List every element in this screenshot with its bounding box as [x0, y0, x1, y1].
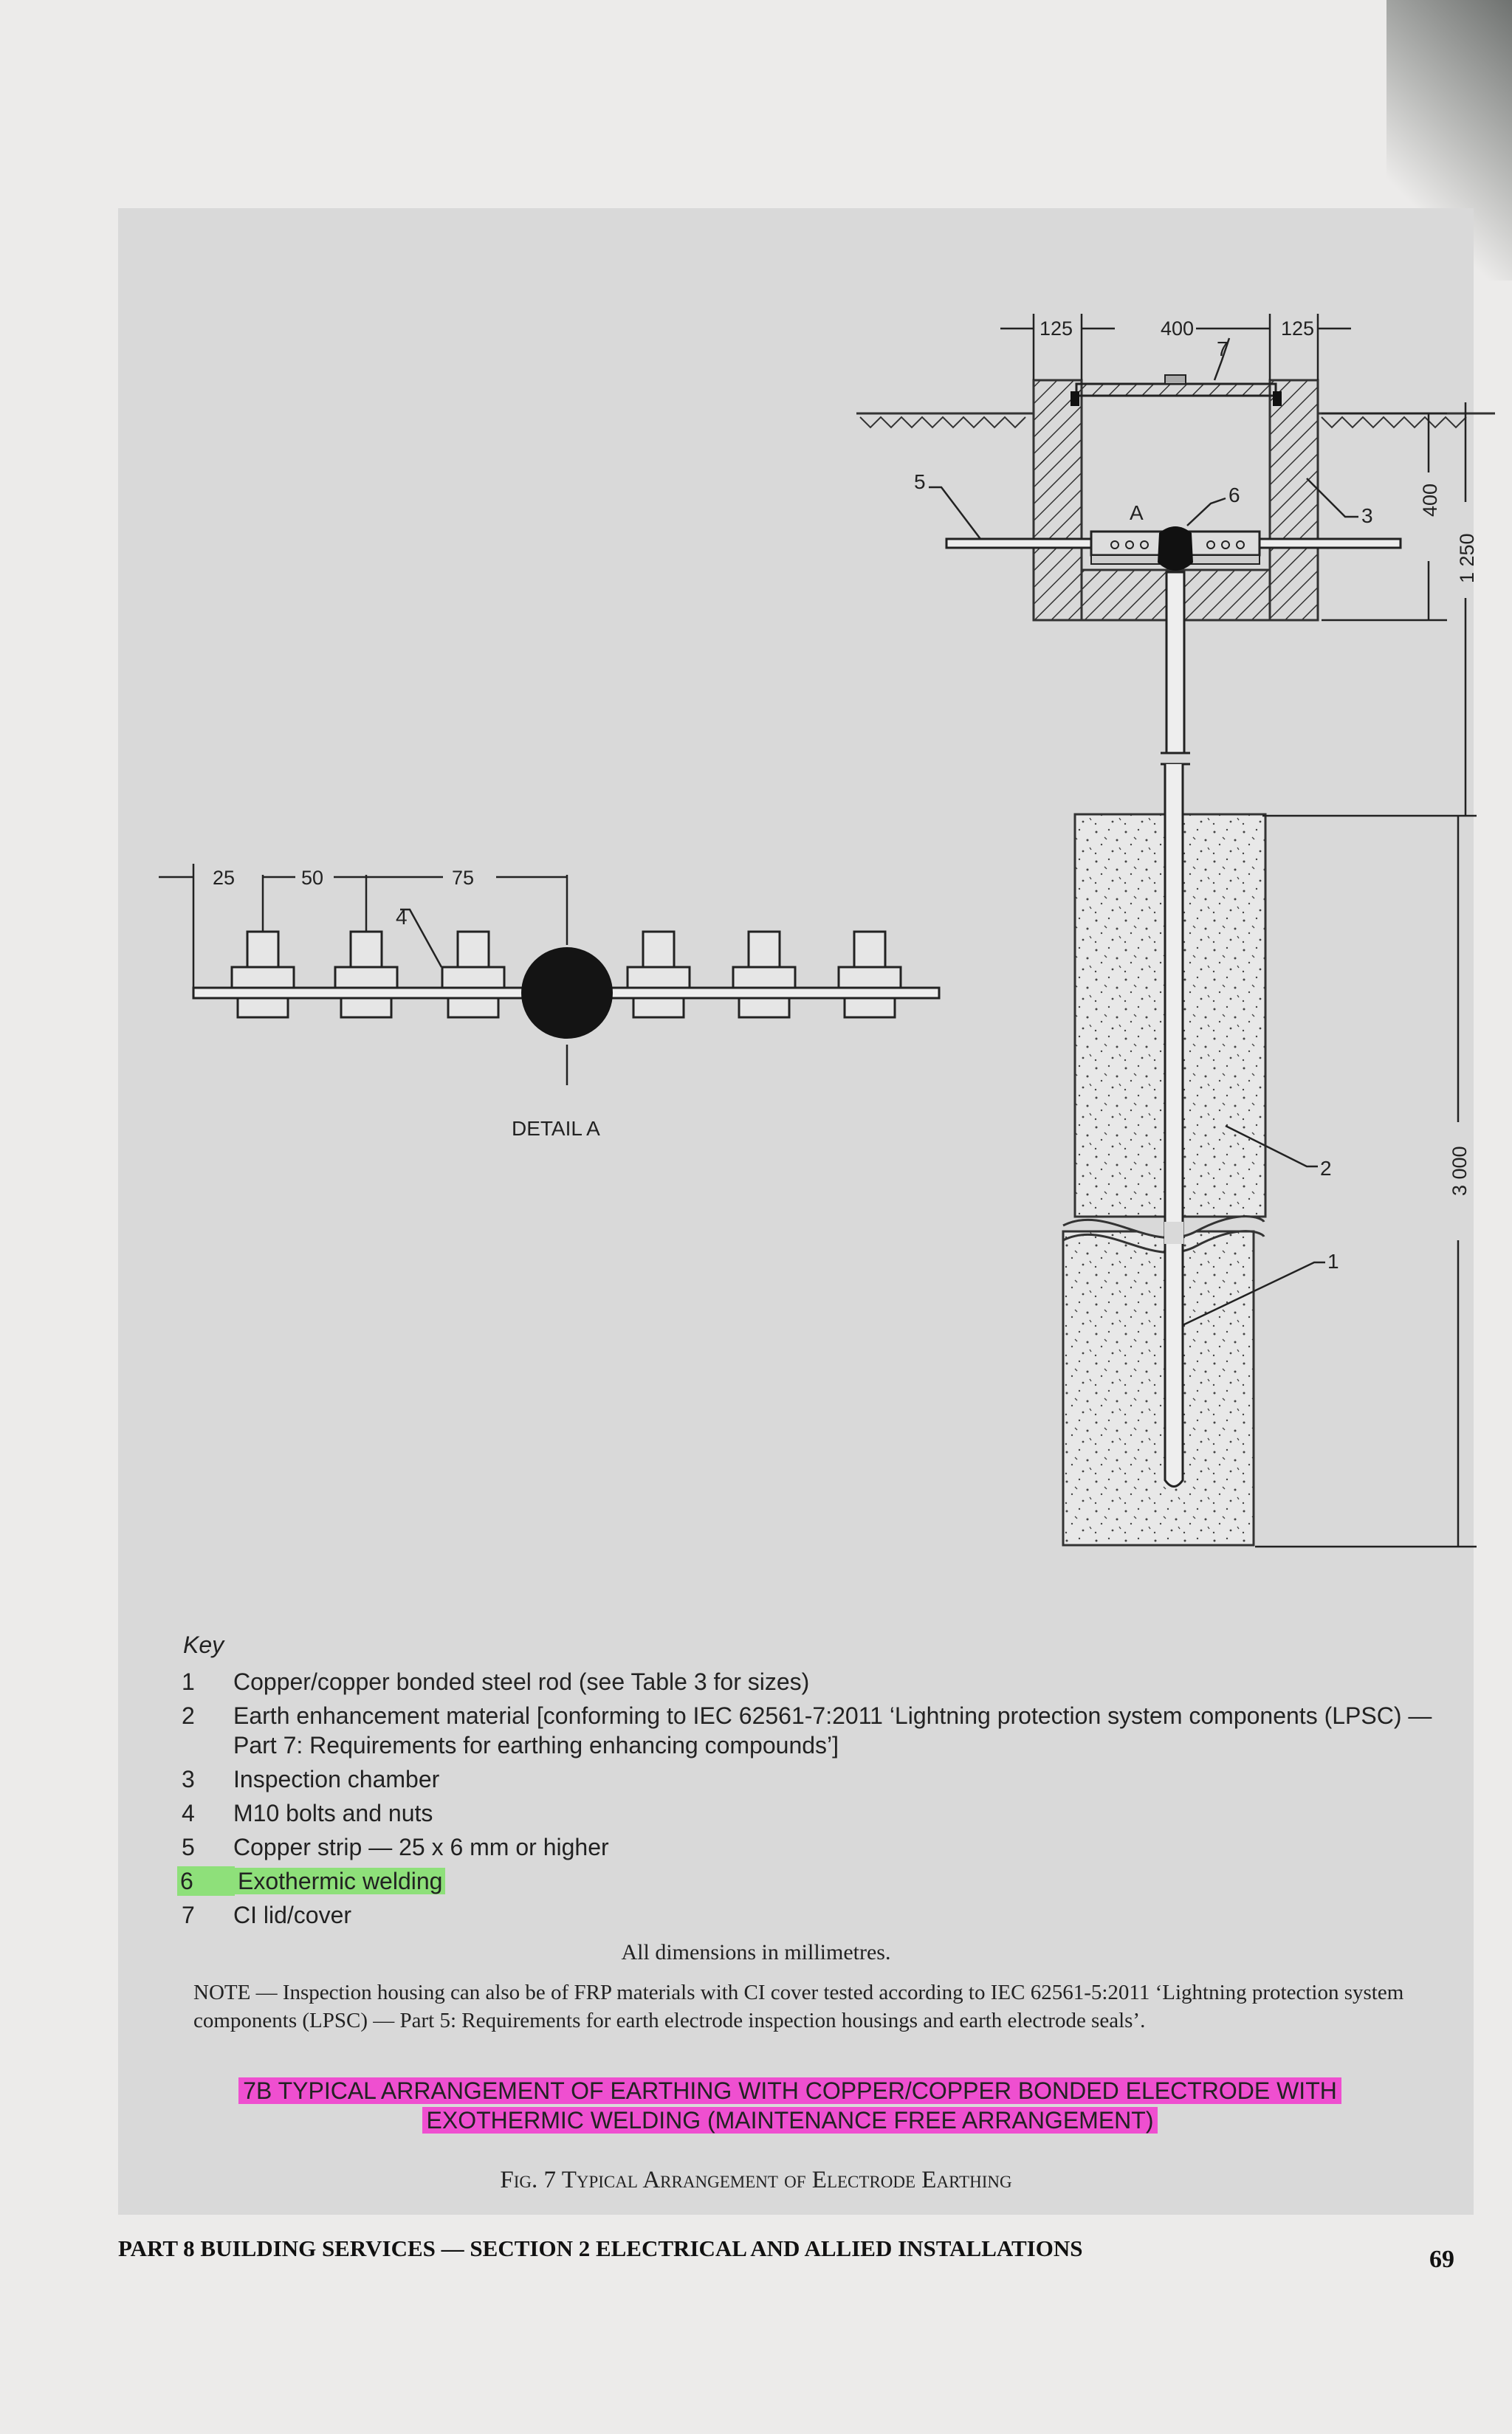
key-item — [177, 1798, 1469, 1828]
key-item-highlighted — [177, 1866, 1469, 1896]
callout-1: 1 — [1327, 1250, 1339, 1273]
key-item-text: Inspection chamber — [233, 1766, 440, 1792]
dim-detail-75: 75 — [452, 867, 475, 889]
inspection-note: NOTE — Inspection housing can also be of FRP materials with CI cover tested according to IEC 62561-5:2011 ‘Lightning protection system components (LPSC) — Part 5: Requirements for earth electrode inspection housings and earth electrode seals’. — [193, 1981, 1404, 2032]
callout-2: 2 — [1320, 1157, 1332, 1180]
callout-4: 4 — [396, 906, 408, 929]
rod-break — [1164, 1222, 1183, 1244]
ground-surface — [856, 413, 1495, 427]
key-item — [177, 1900, 1469, 1930]
key-list — [177, 1667, 1469, 1934]
callout-5: 5 — [914, 470, 926, 493]
rod-in-ground — [1165, 764, 1183, 1487]
callout-6: 6 — [1228, 484, 1240, 506]
dim-top-left: 125 — [1040, 317, 1073, 340]
detail-a-label: DETAIL A — [512, 1117, 600, 1140]
exothermic-weld — [1158, 526, 1193, 571]
key-item-number: 1 — [182, 1668, 195, 1695]
key-item-text: CI lid/cover — [233, 1902, 352, 1928]
figure-caption: Fig. 7 Typical Arrangement of Electrode Earthing — [500, 2167, 1012, 2193]
callout-3: 3 — [1361, 504, 1373, 527]
dim-top-middle: 400 — [1161, 317, 1195, 340]
dim-right-chamber: 400 — [1419, 483, 1441, 517]
key-item-text: Earth enhancement material [conforming to IEC 62561-7:2011 ‘Lightning protection system components (LPSC) — Part 7: Requirements for earthing enhancing compounds’] — [233, 1702, 1432, 1759]
sub-caption-line-2: EXOTHERMIC WELDING (MAINTENANCE FREE ARRANGEMENT) — [422, 2107, 1158, 2134]
dim-right-rod: 3 000 — [1449, 1146, 1471, 1196]
key-item-text: Copper/copper bonded steel rod (see Table 3 for sizes) — [233, 1668, 810, 1695]
key-title: Key — [183, 1632, 224, 1658]
callout-7: 7 — [1217, 337, 1228, 360]
key-item — [177, 1701, 1469, 1760]
key-item-text: Copper strip — 25 x 6 mm or higher — [233, 1834, 609, 1860]
label-a: A — [1130, 501, 1144, 524]
key-item-text: M10 bolts and nuts — [233, 1800, 433, 1826]
dim-detail-25: 25 — [213, 867, 236, 889]
key-item-number: 4 — [182, 1800, 195, 1826]
units-note: All dimensions in millimetres. — [621, 1940, 891, 1964]
footer-section-title: PART 8 BUILDING SERVICES — SECTION 2 ELECTRICAL AND ALLIED INSTALLATIONS — [118, 2235, 1083, 2261]
key-item-number: 5 — [182, 1834, 195, 1860]
key-item-number: 6 — [177, 1866, 235, 1896]
dim-right-depth: 1 250 — [1456, 533, 1478, 583]
page-number: 69 — [1429, 2246, 1454, 2273]
dim-top-right: 125 — [1281, 317, 1315, 340]
key-item — [177, 1764, 1469, 1794]
key-item-number: 7 — [182, 1902, 195, 1928]
key-item-number: 2 — [182, 1702, 195, 1729]
dim-detail-50: 50 — [301, 867, 324, 889]
key-item-number: 3 — [182, 1766, 195, 1792]
key-item — [177, 1667, 1469, 1696]
key-item — [177, 1832, 1469, 1862]
detail-a — [159, 864, 939, 1085]
key-item-text: Exothermic welding — [235, 1868, 445, 1894]
sub-caption — [221, 2076, 1358, 2135]
sub-caption-line-1: 7B TYPICAL ARRANGEMENT OF EARTHING WITH COPPER/COPPER BONDED ELECTRODE WITH — [238, 2077, 1341, 2104]
